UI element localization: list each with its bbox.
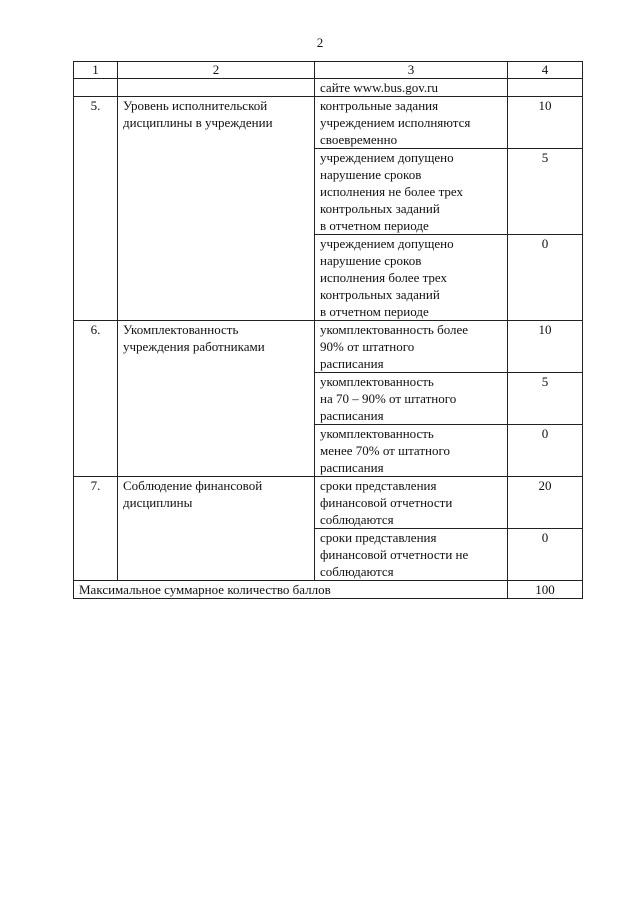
criterion-cell: учреждением допущено нарушение сроков исполнения не более трех контрольных заданий в отчетном периоде: [315, 149, 508, 235]
total-label: Максимальное суммарное количество баллов: [74, 581, 508, 599]
table-row: [74, 321, 583, 373]
indicator-cell: Уровень исполнительской дисциплины в учреждении: [118, 97, 315, 321]
points-cell: 5: [508, 373, 583, 425]
row-number: 5.: [74, 97, 118, 321]
points-cell: 10: [508, 97, 583, 149]
criterion-cell: контрольные задания учреждением исполняются своевременно: [315, 97, 508, 149]
criterion-cell: укомплектованность на 70 – 90% от штатного расписания: [315, 373, 508, 425]
points-cell: 10: [508, 321, 583, 373]
points-cell: 5: [508, 149, 583, 235]
table-row: [74, 97, 583, 149]
total-row: [74, 581, 583, 599]
indicator-cell: Укомплектованность учреждения работниками: [118, 321, 315, 477]
scoring-table: [73, 61, 583, 599]
criterion-cell: укомплектованность менее 70% от штатного расписания: [315, 425, 508, 477]
points-cell: 20: [508, 477, 583, 529]
continuation-row: [74, 79, 583, 97]
row-number: 6.: [74, 321, 118, 477]
points-cell: 0: [508, 235, 583, 321]
criterion-cell: сроки представления финансовой отчетности не соблюдаются: [315, 529, 508, 581]
table-row: [74, 477, 583, 529]
points-cell: 0: [508, 425, 583, 477]
table-header-row: [74, 62, 583, 79]
total-value: 100: [508, 581, 583, 599]
criterion-cell: сроки представления финансовой отчетности соблюдаются: [315, 477, 508, 529]
column-number-4: 4: [508, 62, 583, 79]
row-number: 7.: [74, 477, 118, 581]
points-cell: 0: [508, 529, 583, 581]
page-number: 2: [316, 35, 324, 50]
column-number-1: 1: [74, 62, 118, 79]
indicator-cell: Соблюдение финансовой дисциплины: [118, 477, 315, 581]
continuation-text: сайте www.bus.gov.ru: [315, 79, 508, 97]
criterion-cell: укомплектованность более 90% от штатного расписания: [315, 321, 508, 373]
column-number-3: 3: [315, 62, 508, 79]
criterion-cell: учреждением допущено нарушение сроков исполнения более трех контрольных заданий в отчетном периоде: [315, 235, 508, 321]
column-number-2: 2: [118, 62, 315, 79]
